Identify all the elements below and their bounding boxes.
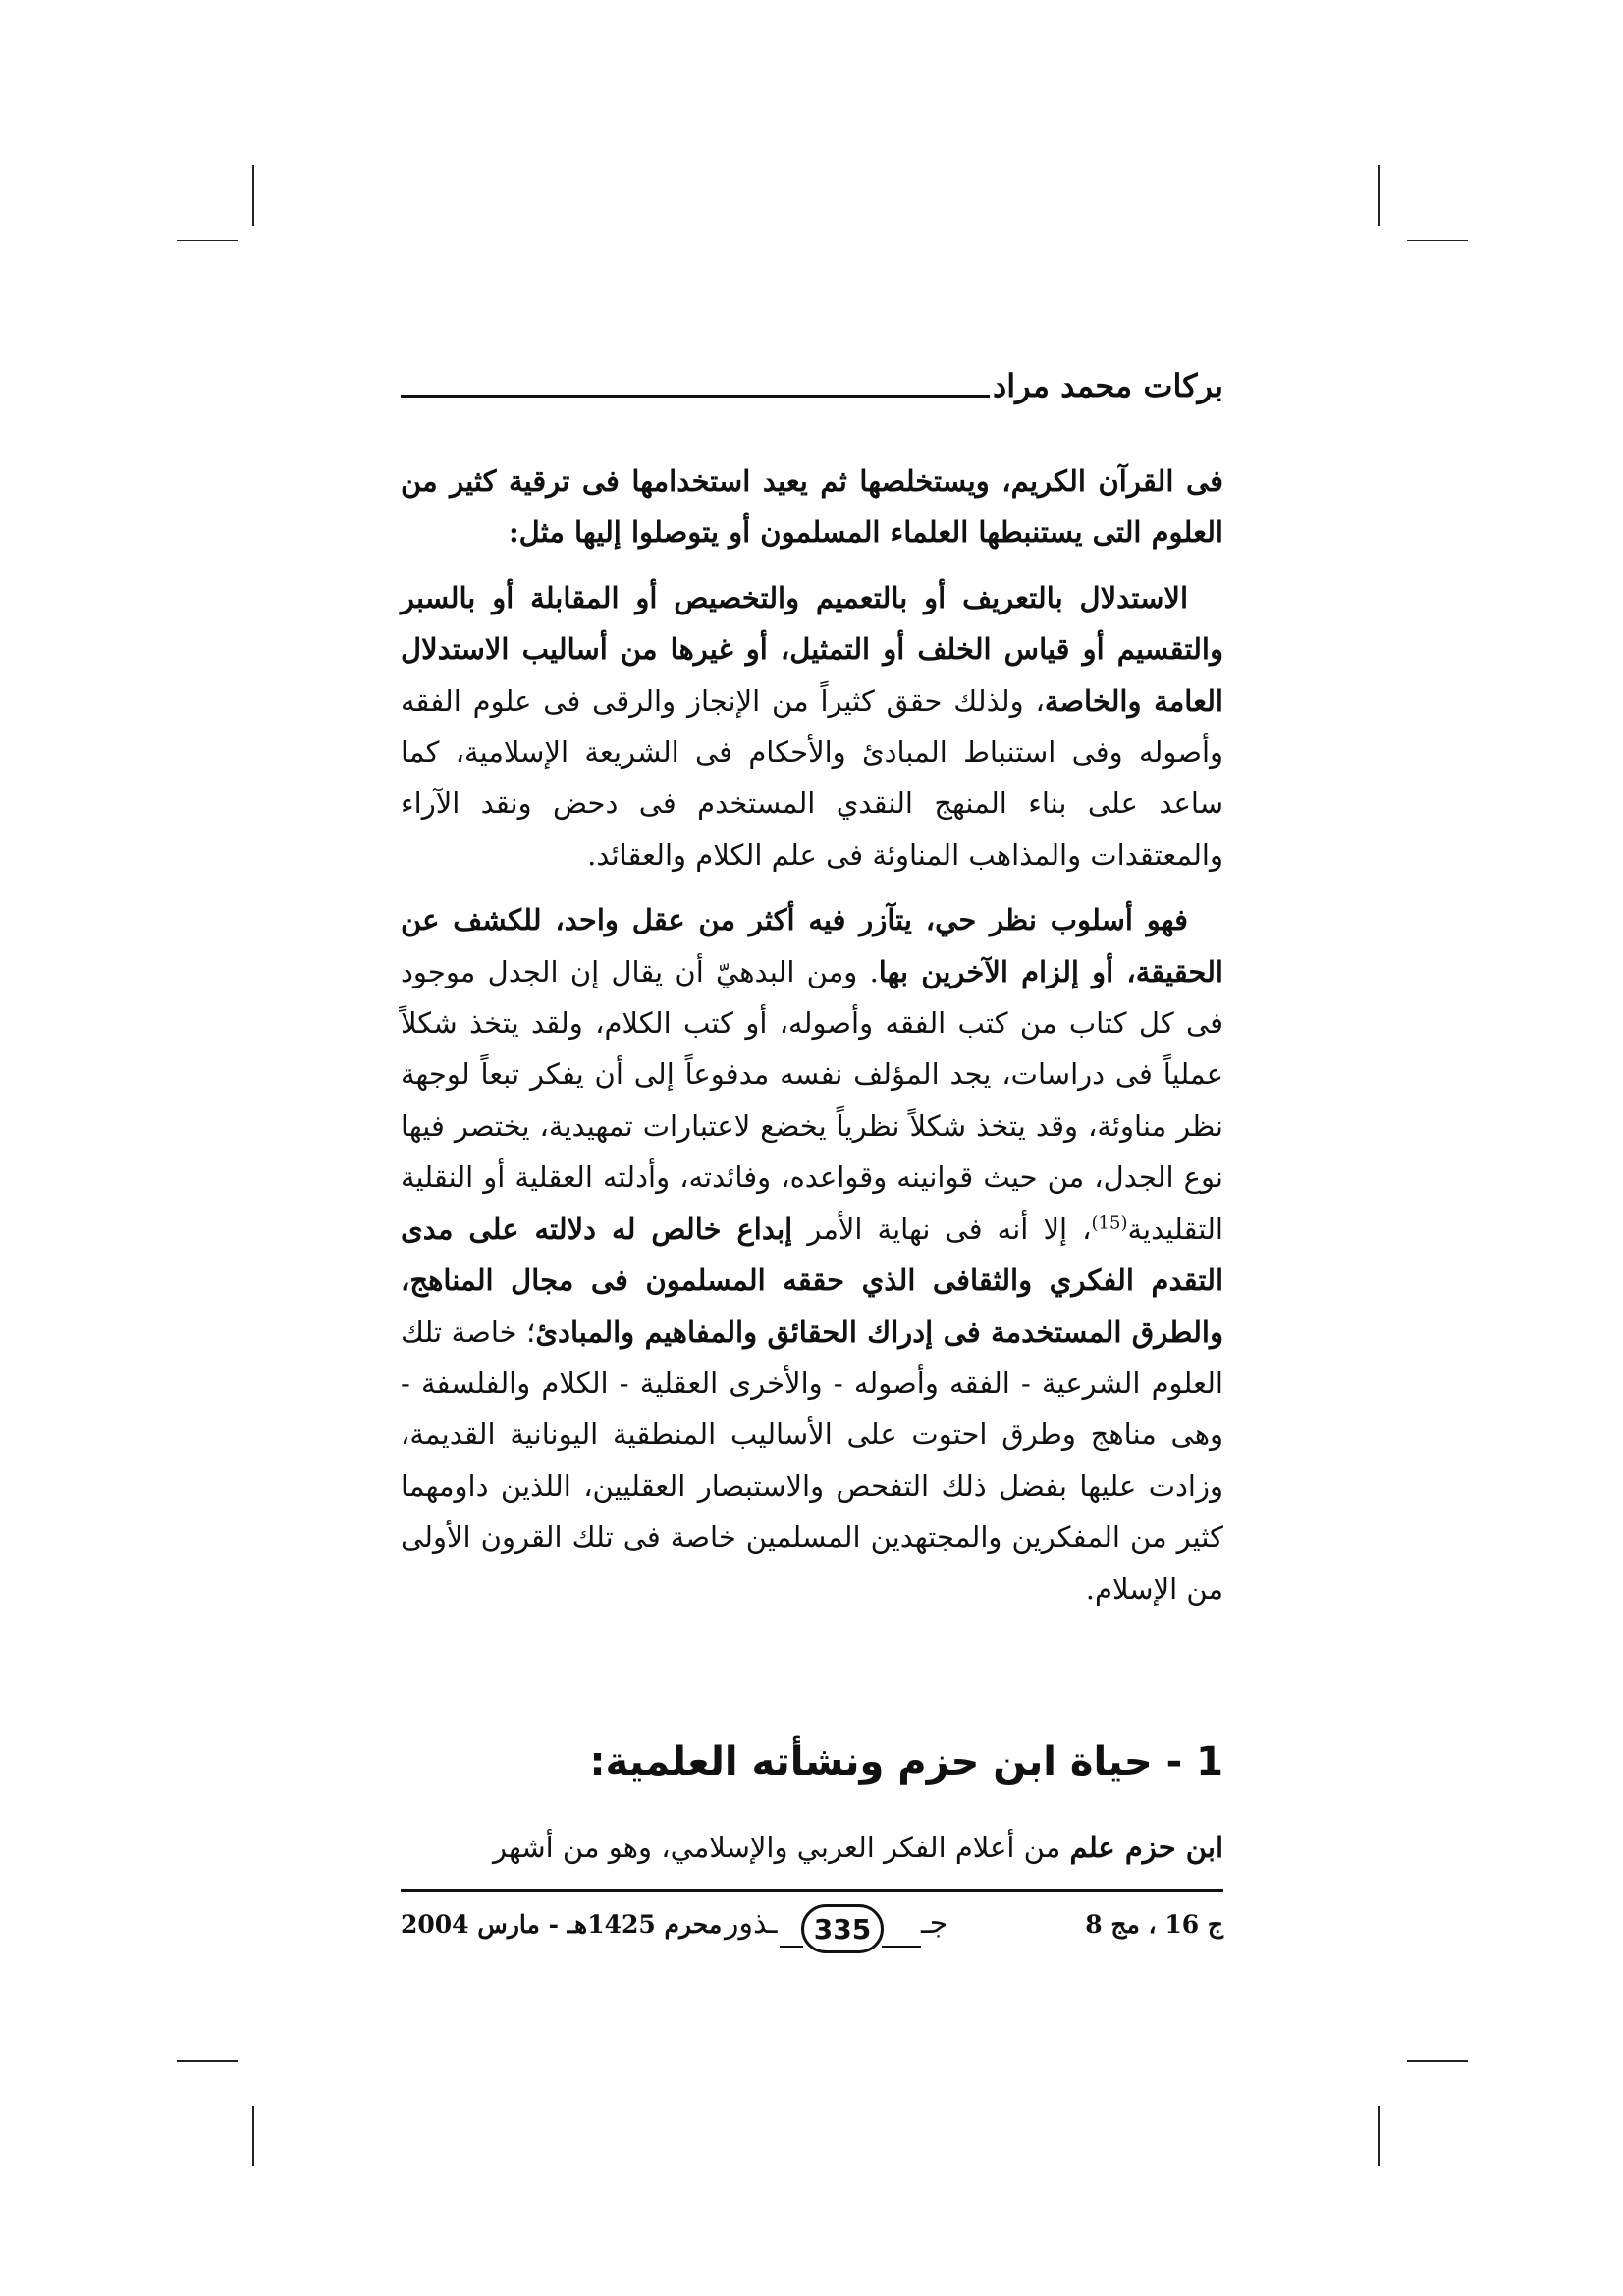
- crop-mark-top-left-vertical: [252, 165, 254, 226]
- footer-issue: ج 16 ، مج 8: [1085, 1910, 1223, 1939]
- crop-mark-top-right-vertical: [1378, 165, 1380, 226]
- footer-rule: [401, 1889, 1223, 1892]
- paragraph-3-emphasis-2: إبداع خالص له دلالته على مدى التقدم الفكري والثقافى الذي حققه المسلمون فى مجال المناهج، والطرق المستخدمة فى إدراك الحقائق والمفاهيم والمبادئ: [401, 1211, 1223, 1349]
- paragraph-3-text-3: ؛ خاصة تلك العلوم الشرعية - الفقه وأصوله - والأخرى العقلية - الكلام والفلسفة - وهى مناهج وطرق احتوت على الأساليب المنطقية اليونانية القديمة، وزادت عليها بفضل ذلك التفحص والاستبصار العقليين، اللذين داومهما كثير من المفكرين والمجتهدين المسلمين خاصة فى تلك القرون الأولى من الإسلام.: [401, 1314, 1223, 1606]
- page-number: 335: [801, 1904, 884, 1953]
- running-header: [401, 365, 1223, 424]
- paragraph-3-text-2: ، إلا أنه فى نهاية الأمر: [792, 1211, 1092, 1246]
- journal-line-right: [882, 1946, 921, 1948]
- paragraph-2-emphasis: الاستدلال بالتعريف أو بالتعميم والتخصيص أو المقابلة أو بالسبر والتقسيم أو قياس الخلف أو التمثيل، أو غيرها من أساليب الاستدلال العامة والخاصة: [401, 580, 1223, 718]
- header-author: بركات محمد مراد: [993, 367, 1223, 404]
- crop-mark-top-left-horizontal: [177, 240, 238, 241]
- footer-date: محرم 1425هـ - مارس 2004: [401, 1910, 723, 1939]
- journal-name-left: جـ: [921, 1906, 948, 1941]
- section-first-line: [401, 1822, 1223, 1873]
- paragraph-3: [401, 894, 1223, 1615]
- paragraph-1: فى القرآن الكريم، ويستخلصها ثم يعيد استخدامها فى ترقية كثير من العلوم التى يستنبطها العلماء المسلمون أو يتوصلوا إليها مثل:: [401, 464, 1223, 550]
- crop-mark-top-right-horizontal: [1407, 240, 1468, 241]
- crop-mark-bottom-left-vertical: [252, 2106, 254, 2166]
- journal-logo: [725, 1902, 970, 1963]
- crop-mark-bottom-right-horizontal: [1407, 2060, 1468, 2062]
- crop-mark-bottom-right-vertical: [1378, 2106, 1380, 2166]
- body-text: [401, 455, 1223, 1615]
- section-heading: 1 - حياة ابن حزم ونشأته العلمية:: [589, 1739, 1223, 1785]
- paragraph-2-text: ، ولذلك حقق كثيراً من الإنجاز والرقى فى علوم الفقه وأصوله وفى استنباط المبادئ والأحكام فى الشريعة الإسلامية، كما ساعد على بناء المنهج النقدي المستخدم فى دحض ونقد الآراء والمعتقدات والمذاهب المناوئة فى علم الكلام والعقائد.: [401, 683, 1223, 872]
- journal-line-left: [780, 1946, 803, 1948]
- section-first-text: من أعلام الفكر العربي والإسلامي، وهو من أشهر: [492, 1831, 1070, 1864]
- crop-mark-bottom-left-horizontal: [177, 2060, 238, 2062]
- header-rule: [401, 395, 990, 398]
- section-first-emphasis: ابن حزم علم: [1069, 1831, 1223, 1864]
- page-footer: [401, 1902, 1223, 1971]
- journal-name-right: ـذور: [725, 1906, 778, 1941]
- paragraph-3-text-1: . ومن البدهيّ أن يقال إن الجدل موجود فى كل كتاب من كتب الفقه وأصوله، أو كتب الكلام، ولقد يتخذ شكلاً عملياً فى دراسات، يجد المؤلف نفسه مدفوعاً إلى أن يفكر تبعاً لوجهة نظر مناوئة، وقد يتخذ شكلاً نظرياً يخضع لاعتبارات تمهيدية، يختصر فيها نوع الجدل، من حيث قوانينه وقواعده، وفائدته، وأدلته العقلية أو النقلية التقليدية: [401, 954, 1223, 1246]
- paragraph-3-emphasis-1: فهو أسلوب نظر حي، يتآزر فيه أكثر من عقل واحد، للكشف عن الحقيقة، أو إلزام الآخرين بها: [401, 903, 1223, 988]
- footnote-reference[interactable]: (15): [1091, 1212, 1128, 1234]
- paragraph-2: [401, 572, 1223, 881]
